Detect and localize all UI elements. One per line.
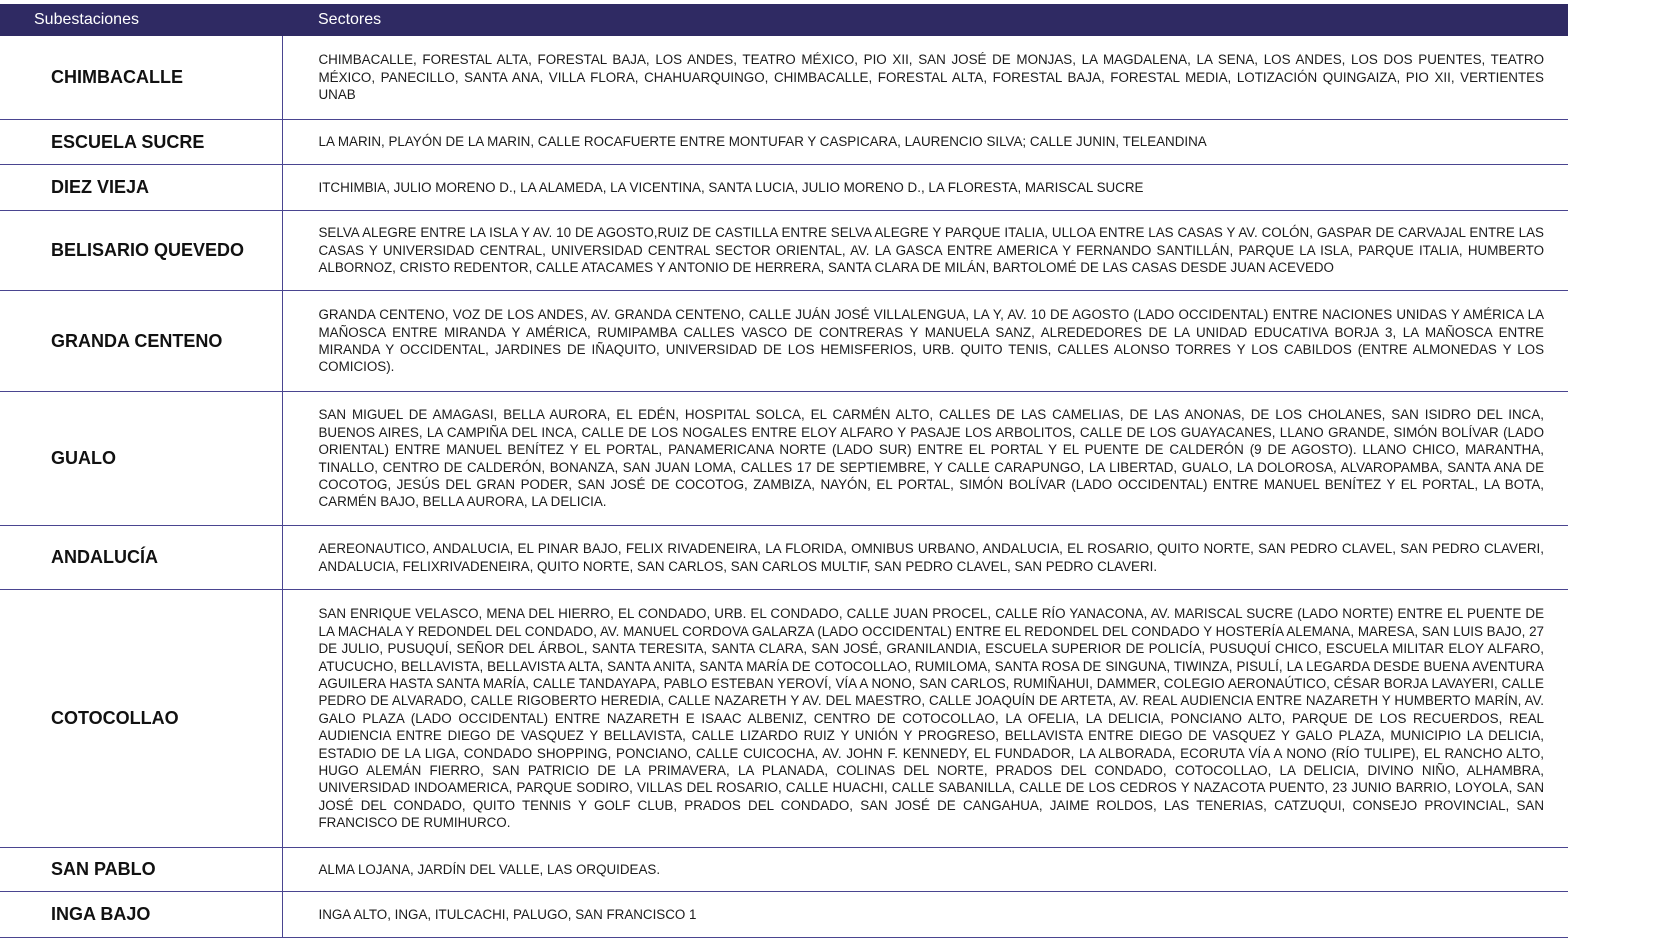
substation-name: GRANDA CENTENO xyxy=(0,291,282,392)
header-sectors: Sectores xyxy=(282,4,1568,36)
sectors-cell: SAN ENRIQUE VELASCO, MENA DEL HIERRO, EL CONDADO, URB. EL CONDADO, CALLE JUAN PROCEL, CALLE RÍO YANACONA, AV. MARISCAL SUCRE (LADO NORTE) ENTRE EL PUENTE DE LA MACHALA Y REDONDEL DEL CONDADO, AV. MANUEL CORDOVA GALARZA (LADO OCCIDENTAL) ENTRE EL REDONDEL DEL CONDADO Y HOSTERÍA ALEMANA, MARESA, SAN LUIS BAJO, 27 DE JULIO, PUSUQUÍ, SEÑOR DEL ÁRBOL, SANTA TERESITA, SANTA CLARA, SAN JOSÉ, GRANILANDIA, ESCUELA SUPERIOR DE POLICÍA, PUSUQUÍ CHICO, ESCUELA MILITAR ELOY ALFARO, ATUCUCHO, BELLAVISTA, BELLAVISTA ALTA, SANTA ANITA, SANTA MARÍA DE COTOCOLLAO, RUMILOMA, SANTA ROSA DE SINGUNA, TIWINZA, PISULÍ, LA LEGARDA DESDE BUENA AVENTURA AGUILERA HASTA SANTA MARÍA, CALLE TANDAYAPA, PABLO ESTEBAN YEROVÍ, VÍA A NONO, SAN CARLOS, RUMIÑAHUI, DAMMER, COLEGIO AERONAÚTICO, CÉSAR BORJA LAVAYERI, CALLE PEDRO DE ALVARADO, CALLE RIGOBERTO HEREDIA, CALLE NAZARETH Y AV. DEL MAESTRO, CALLE JOAQUÍN DE ARTETA, AV. REAL AUDIENCIA ENTRE NAZARETH Y HUMBERTO MARÍN, AV. GALO PLAZA (LADO OCCIDENTAL) ENTRE NAZARETH E ISAAC ALBENIZ, CENTRO DE COTOCOLLAO, LA OFELIA, LA DELICIA, PONCIANO ALTO, PARQUE DE LOS RECUERDOS, REAL AUDIENCIA ENTRE DIEGO DE VASQUEZ Y BELLAVISTA, CALLE LIZARDO RUIZ Y UNIÓN Y PROGRESO, BELLAVISTA ENTRE DIEGO DE VASQUEZ Y GALO PLAZA, MUNICIPIO LA DELICIA, ESTADIO DE LA LIGA, CONDADO SHOPPING, PONCIANO, CALLE CUICOCHA, AV. JOHN F. KENNEDY, EL FUNDADOR, LA ALBORADA, ECORUTA VÍA A NONO (RÍO TULIPE), EL RANCHO ALTO, HUGO ALEMÁN FIERRO, SAN PATRICIO DE LA PRIMAVERA, LA PLANADA, COLINAS DEL NORTE, PRADOS DEL CONDADO, COTOCOLLAO, LA DELICIA, DIVINO NIÑO, ALHAMBRA, UNIVERSIDAD INDOAMERICA, PARQUE SODIRO, VILLAS DEL ROSARIO, CALLE HUACHI, CALLE SABANILLA, CALLE DE LOS CEDROS Y NAZACOTA PUENTO, 23 JUNIO BARRIO, LOYOLA, SAN JOSÉ DEL CONDADO, QUITO TENNIS Y GOLF CLUB, PRADOS DEL CONDADO, SAN JOSÉ DE CANGAHUA, JAIME ROLDOS, LAS TENERIAS, CATZUQUI, CONSEJO PROVINCIAL, SAN FRANCISCO DE RUMIHURCO. xyxy=(282,590,1568,848)
sectors-cell: ITCHIMBIA, JULIO MORENO D., LA ALAMEDA, LA VICENTINA, SANTA LUCIA, JULIO MORENO D., LA FLORESTA, MARISCAL SUCRE xyxy=(282,165,1568,211)
substation-name: SAN PABLO xyxy=(0,848,282,892)
sectors-cell: AEREONAUTICO, ANDALUCIA, EL PINAR BAJO, FELIX RIVADENEIRA, LA FLORIDA, OMNIBUS URBANO, ANDALUCIA, EL ROSARIO, QUITO NORTE, SAN PEDRO CLAVEL, SAN PEDRO CLAVERI, ANDALUCIA, FELIXRIVADENEIRA, QUITO NORTE, SAN CARLOS, SAN CARLOS MULTIF, SAN PEDRO CLAVEL, SAN PEDRO CLAVERI. xyxy=(282,526,1568,590)
table-row xyxy=(0,165,1568,211)
substation-name: DIEZ VIEJA xyxy=(0,165,282,211)
substations-table-container xyxy=(0,4,1568,938)
substation-name: ANDALUCÍA xyxy=(0,526,282,590)
table-row xyxy=(0,211,1568,291)
substation-name: COTOCOLLAO xyxy=(0,590,282,848)
header-substations: Subestaciones xyxy=(0,4,282,36)
table-header xyxy=(0,4,1568,36)
sectors-cell: GRANDA CENTENO, VOZ DE LOS ANDES, AV. GRANDA CENTENO, CALLE JUÁN JOSÉ VILLALENGUA, LA Y, AV. 10 DE AGOSTO (LADO OCCIDENTAL) ENTRE NACIONES UNIDAS Y AMÉRICA LA MAÑOSCA ENTRE MIRANDA Y AMÉRICA, RUMIPAMBA CALLES VASCO DE CONTRERAS Y MANUELA SANZ, ALREDEDORES DE LA UNIDAD EDUCATIVA BORJA 3, LA MAÑOSCA ENTRE MIRANDA Y OCCIDENTAL, JARDINES DE IÑAQUITO, UNIVERSIDAD DE LOS HEMISFERIOS, URB. QUITO TENIS, CALLES ALONSO TORRES Y LOS CABILDOS (ENTRE ALMONEDAS Y LOS COMICIOS). xyxy=(282,291,1568,392)
sectors-cell: SELVA ALEGRE ENTRE LA ISLA Y AV. 10 DE AGOSTO,RUIZ DE CASTILLA ENTRE SELVA ALEGRE Y PARQUE ITALIA, ULLOA ENTRE LAS CASAS Y AV. COLÓN, GASPAR DE CARVAJAL ENTRE LAS CASAS Y UNIVERSIDAD CENTRAL, UNIVERSIDAD CENTRAL SECTOR ORIENTAL, AV. LA GASCA ENTRE AMERICA Y FERNANDO SANTILLÁN, PARQUE LA ISLA, PARQUE ITALIA, HUMBERTO ALBORNOZ, CRISTO REDENTOR, CALLE ATACAMES Y ANTONIO DE HERRERA, SANTA CLARA DE MILÁN, BARTOLOMÉ DE LAS CASAS DESDE JUAN ACEVEDO xyxy=(282,211,1568,291)
table-row xyxy=(0,526,1568,590)
substation-name: BELISARIO QUEVEDO xyxy=(0,211,282,291)
table-row xyxy=(0,892,1568,938)
sectors-cell: CHIMBACALLE, FORESTAL ALTA, FORESTAL BAJA, LOS ANDES, TEATRO MÉXICO, PIO XII, SAN JOSÉ DE MONJAS, LA MAGDALENA, LA SENA, LOS ANDES, LOS DOS PUENTES, TEATRO MÉXICO, PANECILLO, SANTA ANA, VILLA FLORA, CHAHUARQUINGO, CHIMBACALLE, FORESTAL ALTA, FORESTAL BAJA, FORESTAL MEDIA, LOTIZACIÓN QUINGAIZA, PIO XII, VERTIENTES UNAB xyxy=(282,36,1568,120)
substation-name: CHIMBACALLE xyxy=(0,36,282,120)
sectors-cell: SAN MIGUEL DE AMAGASI, BELLA AURORA, EL EDÉN, HOSPITAL SOLCA, EL CARMÉN ALTO, CALLES DE LAS CAMELIAS, DE LAS ANONAS, DE LOS CHOLANES, SAN ISIDRO DEL INCA, BUENOS AIRES, LA CAMPIÑA DEL INCA, CALLE DE LOS NOGALES ENTRE ELOY ALFARO Y PASAJE LOS ARBOLITOS, CALLE DE LOS GUAYACANES, LLANO GRANDE, SIMÓN BOLÍVAR (LADO ORIENTAL) ENTRE MANUEL BENÍTEZ Y EL PORTAL, PANAMERICANA NORTE (LADO SUR) ENTRE EL PORTAL Y EL PUENTE DE CALDERÓN (9 DE AGOSTO). LLANO CHICO, MARANTHA, TINALLO, CENTRO DE CALDERÓN, BONANZA, SAN JUAN LOMA, CALLES 17 DE SEPTIEMBRE, Y CALLE CARAPUNGO, LA LIBERTAD, GUALO, LA DOLOROSA, ALVAROPAMBA, SANTA ANA DE COCOTOG, JESÚS DEL GRAN PODER, SAN JOSÉ DE COCOTOG, ZAMBIZA, NAYÓN, EL PORTAL, SIMÓN BOLÍVAR (LADO OCCIDENTAL) ENTRE MANUEL BENÍTEZ Y EL PORTAL, LA BOTA, CARMÉN BAJO, BELLA AURORA, LA DELICIA. xyxy=(282,392,1568,526)
substation-name: INGA BAJO xyxy=(0,892,282,938)
table-row xyxy=(0,120,1568,165)
table-body xyxy=(0,36,1568,938)
table-row xyxy=(0,291,1568,392)
table-row xyxy=(0,392,1568,526)
sectors-cell: ALMA LOJANA, JARDÍN DEL VALLE, LAS ORQUIDEAS. xyxy=(282,848,1568,892)
substation-name: GUALO xyxy=(0,392,282,526)
sectors-cell: LA MARIN, PLAYÓN DE LA MARIN, CALLE ROCAFUERTE ENTRE MONTUFAR Y CASPICARA, LAURENCIO SILVA; CALLE JUNIN, TELEANDINA xyxy=(282,120,1568,165)
substations-table xyxy=(0,4,1568,938)
table-row xyxy=(0,590,1568,848)
sectors-cell: INGA ALTO, INGA, ITULCACHI, PALUGO, SAN FRANCISCO 1 xyxy=(282,892,1568,938)
header-row xyxy=(0,4,1568,36)
substation-name: ESCUELA SUCRE xyxy=(0,120,282,165)
table-row xyxy=(0,36,1568,120)
